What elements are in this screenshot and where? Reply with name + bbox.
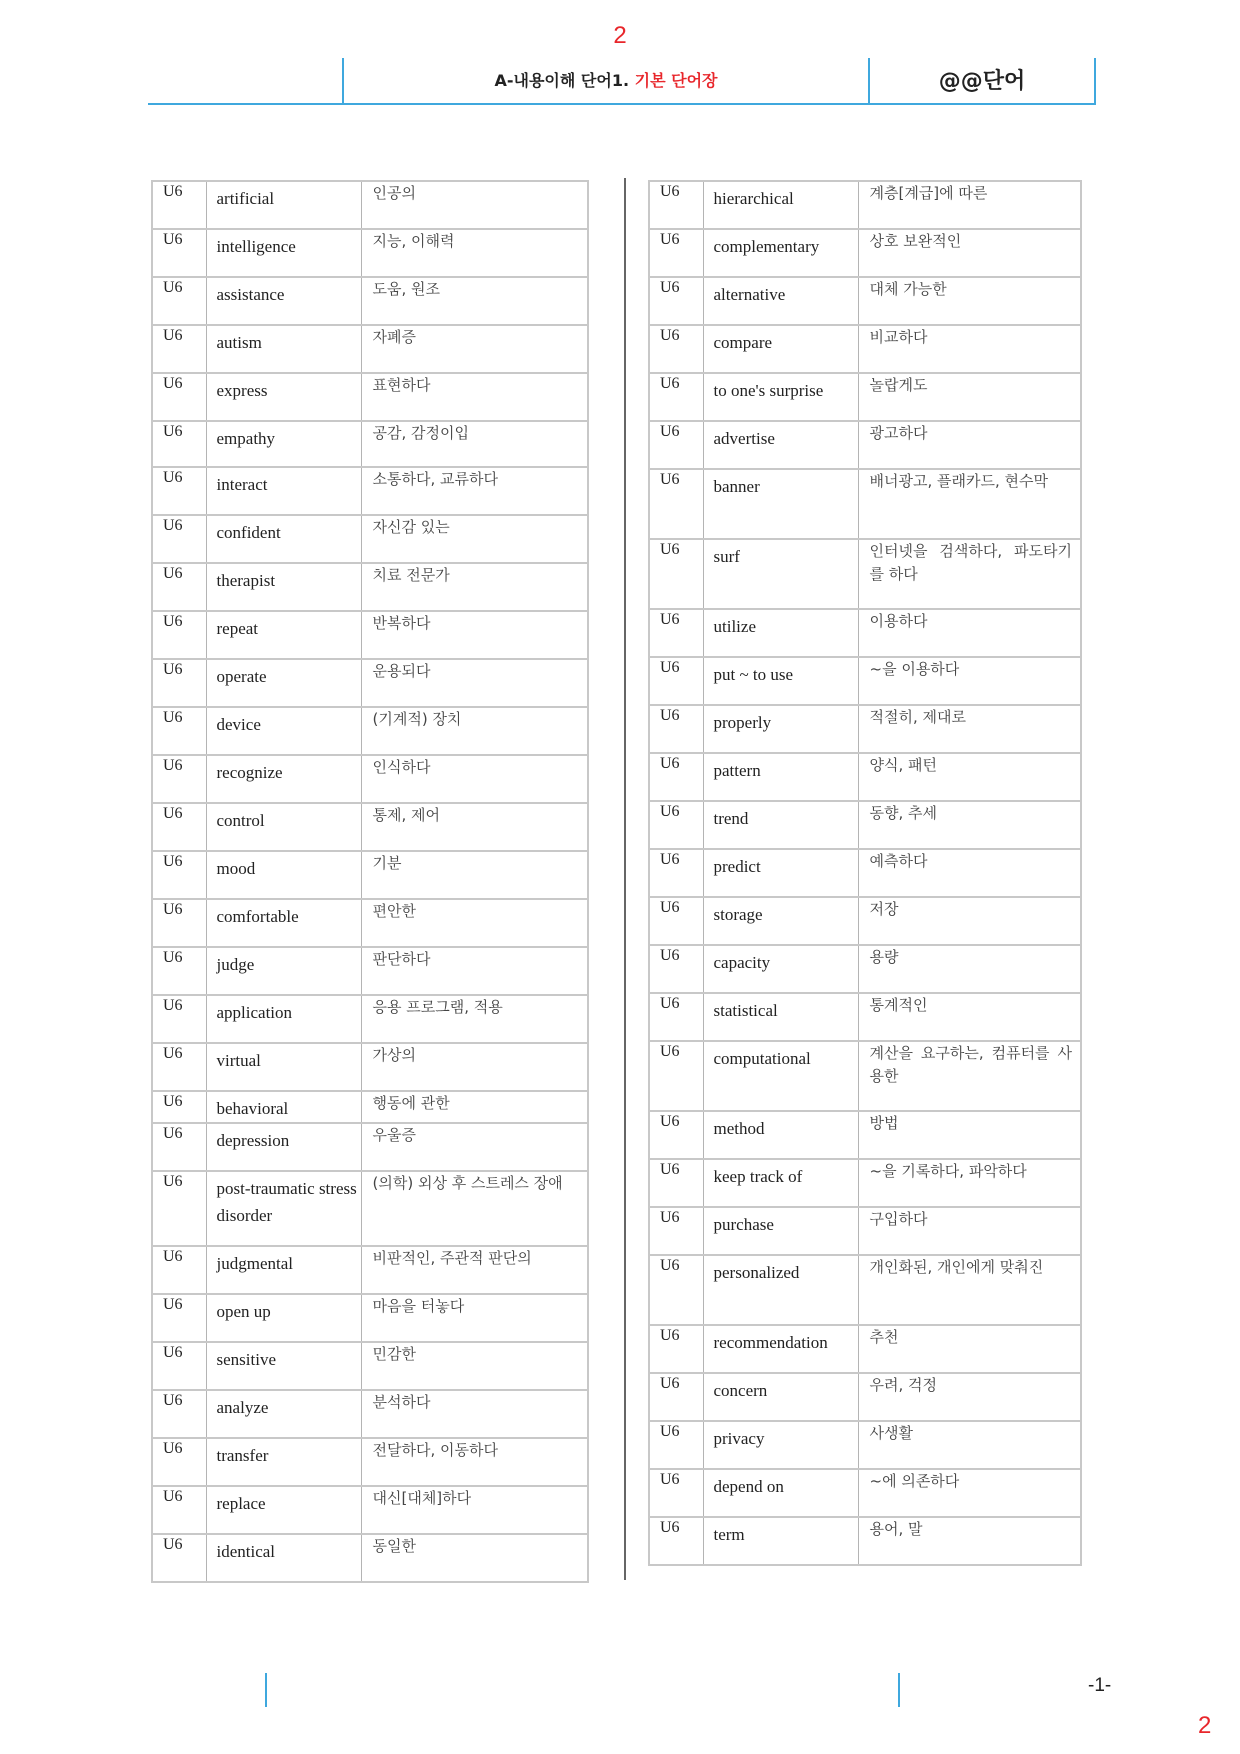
vocab-row xyxy=(649,705,1081,753)
meaning-cell: 이용하다 xyxy=(858,609,1081,657)
word-cell: judge xyxy=(206,947,361,995)
word-cell: to one's surprise xyxy=(703,373,858,421)
meaning-cell: 판단하다 xyxy=(361,947,588,995)
vocab-row xyxy=(152,563,588,611)
meaning-cell: 행동에 관한 xyxy=(361,1091,588,1123)
unit-cell: U6 xyxy=(649,609,703,657)
word-cell: purchase xyxy=(703,1207,858,1255)
unit-cell: U6 xyxy=(152,1438,206,1486)
word-cell: autism xyxy=(206,325,361,373)
unit-cell: U6 xyxy=(649,1421,703,1469)
vocab-row xyxy=(649,1207,1081,1255)
vocab-row xyxy=(152,611,588,659)
meaning-cell: 저장 xyxy=(858,897,1081,945)
vocab-row xyxy=(649,1041,1081,1111)
vocab-row xyxy=(152,1342,588,1390)
vocab-row xyxy=(152,373,588,421)
meaning-cell: 공감, 감정이입 xyxy=(361,421,588,467)
unit-cell: U6 xyxy=(649,1159,703,1207)
unit-cell: U6 xyxy=(649,1041,703,1111)
unit-cell: U6 xyxy=(152,707,206,755)
meaning-cell: 추천 xyxy=(858,1325,1081,1373)
page-number: -1- xyxy=(1088,1675,1112,1696)
word-cell: storage xyxy=(703,897,858,945)
vocab-row xyxy=(152,1294,588,1342)
word-cell: privacy xyxy=(703,1421,858,1469)
word-cell: post-traumatic stress disorder xyxy=(206,1171,361,1246)
vocab-row xyxy=(152,1390,588,1438)
meaning-cell: 도움, 원조 xyxy=(361,277,588,325)
vocab-row xyxy=(649,277,1081,325)
word-cell: intelligence xyxy=(206,229,361,277)
meaning-cell: 배너광고, 플래카드, 현수막 xyxy=(858,469,1081,539)
unit-cell: U6 xyxy=(649,1207,703,1255)
vocab-row xyxy=(649,229,1081,277)
meaning-cell: 분석하다 xyxy=(361,1390,588,1438)
meaning-cell: 마음을 터놓다 xyxy=(361,1294,588,1342)
meaning-cell: 개인화된, 개인에게 맞춰진 xyxy=(858,1255,1081,1325)
word-cell: analyze xyxy=(206,1390,361,1438)
unit-cell: U6 xyxy=(649,801,703,849)
word-cell: banner xyxy=(703,469,858,539)
unit-cell: U6 xyxy=(152,1534,206,1582)
meaning-cell: 우려, 걱정 xyxy=(858,1373,1081,1421)
word-cell: identical xyxy=(206,1534,361,1582)
unit-cell: U6 xyxy=(649,945,703,993)
unit-cell: U6 xyxy=(649,993,703,1041)
vocab-row xyxy=(649,373,1081,421)
vocab-table-left xyxy=(151,180,589,1583)
vocab-row xyxy=(152,515,588,563)
vocab-row xyxy=(152,421,588,467)
vocab-row xyxy=(152,181,588,229)
meaning-cell: 비교하다 xyxy=(858,325,1081,373)
unit-cell: U6 xyxy=(649,1325,703,1373)
meaning-cell: 민감한 xyxy=(361,1342,588,1390)
unit-cell: U6 xyxy=(649,1469,703,1517)
word-cell: transfer xyxy=(206,1438,361,1486)
unit-cell: U6 xyxy=(152,1246,206,1294)
unit-cell: U6 xyxy=(649,705,703,753)
meaning-cell: 계산을 요구하는, 컴퓨터를 사용한 xyxy=(858,1041,1081,1111)
vocab-row xyxy=(649,1159,1081,1207)
vocab-row xyxy=(649,801,1081,849)
word-cell: device xyxy=(206,707,361,755)
meaning-cell: 구입하다 xyxy=(858,1207,1081,1255)
meaning-cell: 광고하다 xyxy=(858,421,1081,469)
word-cell: term xyxy=(703,1517,858,1565)
unit-cell: U6 xyxy=(152,325,206,373)
word-cell: assistance xyxy=(206,277,361,325)
vocab-row xyxy=(152,1486,588,1534)
word-cell: empathy xyxy=(206,421,361,467)
vocab-row xyxy=(152,803,588,851)
unit-cell: U6 xyxy=(649,277,703,325)
meaning-cell: 계층[계급]에 따른 xyxy=(858,181,1081,229)
unit-cell: U6 xyxy=(152,277,206,325)
unit-cell: U6 xyxy=(152,563,206,611)
vocab-row xyxy=(649,1517,1081,1565)
meaning-cell: 가상의 xyxy=(361,1043,588,1091)
meaning-cell: 소통하다, 교류하다 xyxy=(361,467,588,515)
unit-cell: U6 xyxy=(649,373,703,421)
page-marker-top: 2 xyxy=(613,22,627,49)
word-cell: pattern xyxy=(703,753,858,801)
word-cell: artificial xyxy=(206,181,361,229)
vocab-row xyxy=(649,1373,1081,1421)
vocab-row xyxy=(152,325,588,373)
meaning-cell: 표현하다 xyxy=(361,373,588,421)
vocab-row xyxy=(649,1255,1081,1325)
meaning-cell: 인공의 xyxy=(361,181,588,229)
word-cell: predict xyxy=(703,849,858,897)
meaning-cell: 통계적인 xyxy=(858,993,1081,1041)
unit-cell: U6 xyxy=(152,1342,206,1390)
page-marker-bottom: 2 xyxy=(1198,1712,1212,1739)
unit-cell: U6 xyxy=(152,611,206,659)
vocab-row xyxy=(649,609,1081,657)
unit-cell: U6 xyxy=(152,947,206,995)
word-cell: compare xyxy=(703,325,858,373)
meaning-cell: 용어, 말 xyxy=(858,1517,1081,1565)
vocab-row xyxy=(649,539,1081,609)
vocab-row xyxy=(649,1421,1081,1469)
meaning-cell: 자신감 있는 xyxy=(361,515,588,563)
vocab-row xyxy=(649,897,1081,945)
unit-cell: U6 xyxy=(649,849,703,897)
header-title-highlight: 기본 단어장 xyxy=(634,71,718,90)
meaning-cell: 용량 xyxy=(858,945,1081,993)
unit-cell: U6 xyxy=(152,899,206,947)
vocab-row xyxy=(152,659,588,707)
meaning-cell: 대신[대체]하다 xyxy=(361,1486,588,1534)
vocab-row xyxy=(152,707,588,755)
vocab-row xyxy=(152,755,588,803)
meaning-cell: 사생활 xyxy=(858,1421,1081,1469)
vocab-row xyxy=(649,1111,1081,1159)
meaning-cell: ~을 기록하다, 파악하다 xyxy=(858,1159,1081,1207)
header-brand: @@단어 xyxy=(938,69,1026,94)
unit-cell: U6 xyxy=(152,803,206,851)
word-cell: computational xyxy=(703,1041,858,1111)
unit-cell: U6 xyxy=(152,755,206,803)
meaning-cell: 방법 xyxy=(858,1111,1081,1159)
meaning-cell: 놀랍게도 xyxy=(858,373,1081,421)
meaning-cell: 운용되다 xyxy=(361,659,588,707)
word-cell: recommendation xyxy=(703,1325,858,1373)
footer-rule xyxy=(265,1673,267,1707)
unit-cell: U6 xyxy=(152,659,206,707)
vocab-row xyxy=(152,947,588,995)
word-cell: surf xyxy=(703,539,858,609)
meaning-cell: ~에 의존하다 xyxy=(858,1469,1081,1517)
word-cell: capacity xyxy=(703,945,858,993)
meaning-cell: 치료 전문가 xyxy=(361,563,588,611)
unit-cell: U6 xyxy=(649,1517,703,1565)
unit-cell: U6 xyxy=(649,657,703,705)
word-cell: utilize xyxy=(703,609,858,657)
meaning-cell: 대체 가능한 xyxy=(858,277,1081,325)
word-cell: operate xyxy=(206,659,361,707)
word-cell: sensitive xyxy=(206,1342,361,1390)
word-cell: confident xyxy=(206,515,361,563)
vocab-row xyxy=(649,421,1081,469)
footer-rule xyxy=(898,1673,900,1707)
vocab-row xyxy=(152,1123,588,1171)
vocab-row xyxy=(649,1469,1081,1517)
header-title-prefix: A-내용이해 단어1. xyxy=(494,71,630,90)
word-cell: replace xyxy=(206,1486,361,1534)
word-cell: depression xyxy=(206,1123,361,1171)
word-cell: properly xyxy=(703,705,858,753)
vocab-row xyxy=(649,1325,1081,1373)
unit-cell: U6 xyxy=(152,1294,206,1342)
word-cell: recognize xyxy=(206,755,361,803)
meaning-cell: 상호 보완적인 xyxy=(858,229,1081,277)
meaning-cell: 반복하다 xyxy=(361,611,588,659)
vocab-row xyxy=(152,1091,588,1123)
unit-cell: U6 xyxy=(152,995,206,1043)
header-divider xyxy=(1094,58,1096,103)
unit-cell: U6 xyxy=(649,1255,703,1325)
header-title xyxy=(344,68,868,91)
unit-cell: U6 xyxy=(152,1390,206,1438)
unit-cell: U6 xyxy=(649,181,703,229)
unit-cell: U6 xyxy=(152,421,206,467)
meaning-cell: 편안한 xyxy=(361,899,588,947)
meaning-cell: 응용 프로그램, 적용 xyxy=(361,995,588,1043)
unit-cell: U6 xyxy=(649,421,703,469)
word-cell: comfortable xyxy=(206,899,361,947)
word-cell: behavioral xyxy=(206,1091,361,1123)
unit-cell: U6 xyxy=(152,229,206,277)
column-divider xyxy=(624,178,626,1580)
meaning-cell: 비판적인, 주관적 판단의 xyxy=(361,1246,588,1294)
word-cell: therapist xyxy=(206,563,361,611)
vocab-row xyxy=(152,467,588,515)
unit-cell: U6 xyxy=(649,539,703,609)
word-cell: put ~ to use xyxy=(703,657,858,705)
word-cell: virtual xyxy=(206,1043,361,1091)
unit-cell: U6 xyxy=(649,325,703,373)
word-cell: personalized xyxy=(703,1255,858,1325)
vocab-row xyxy=(152,1171,588,1246)
word-cell: depend on xyxy=(703,1469,858,1517)
vocab-row xyxy=(152,851,588,899)
vocab-row xyxy=(152,1043,588,1091)
vocab-row xyxy=(649,181,1081,229)
meaning-cell: 예측하다 xyxy=(858,849,1081,897)
word-cell: advertise xyxy=(703,421,858,469)
vocab-row xyxy=(649,469,1081,539)
meaning-cell: 우울증 xyxy=(361,1123,588,1171)
vocab-row xyxy=(152,1534,588,1582)
meaning-cell: ~을 이용하다 xyxy=(858,657,1081,705)
word-cell: open up xyxy=(206,1294,361,1342)
meaning-cell: 통제, 제어 xyxy=(361,803,588,851)
unit-cell: U6 xyxy=(649,1373,703,1421)
unit-cell: U6 xyxy=(649,897,703,945)
vocab-row xyxy=(152,229,588,277)
vocab-row xyxy=(152,1246,588,1294)
meaning-cell: 동일한 xyxy=(361,1534,588,1582)
word-cell: concern xyxy=(703,1373,858,1421)
meaning-cell: 적절히, 제대로 xyxy=(858,705,1081,753)
vocab-table-right xyxy=(648,180,1082,1566)
unit-cell: U6 xyxy=(152,515,206,563)
meaning-cell: (의학) 외상 후 스트레스 장애 xyxy=(361,1171,588,1246)
unit-cell: U6 xyxy=(152,1171,206,1246)
vocab-row xyxy=(649,325,1081,373)
meaning-cell: 전달하다, 이동하다 xyxy=(361,1438,588,1486)
meaning-cell: 기분 xyxy=(361,851,588,899)
vocab-row xyxy=(649,753,1081,801)
meaning-cell: 자폐증 xyxy=(361,325,588,373)
meaning-cell: 지능, 이해력 xyxy=(361,229,588,277)
word-cell: interact xyxy=(206,467,361,515)
unit-cell: U6 xyxy=(649,753,703,801)
unit-cell: U6 xyxy=(152,181,206,229)
word-cell: keep track of xyxy=(703,1159,858,1207)
vocab-row xyxy=(152,1438,588,1486)
word-cell: alternative xyxy=(703,277,858,325)
meaning-cell: 양식, 패턴 xyxy=(858,753,1081,801)
unit-cell: U6 xyxy=(152,373,206,421)
word-cell: complementary xyxy=(703,229,858,277)
word-cell: express xyxy=(206,373,361,421)
word-cell: application xyxy=(206,995,361,1043)
vocab-row xyxy=(649,945,1081,993)
unit-cell: U6 xyxy=(152,851,206,899)
word-cell: statistical xyxy=(703,993,858,1041)
word-cell: judgmental xyxy=(206,1246,361,1294)
meaning-cell: 인터넷을 검색하다, 파도타기를 하다 xyxy=(858,539,1081,609)
unit-cell: U6 xyxy=(649,229,703,277)
vocab-row xyxy=(152,995,588,1043)
word-cell: repeat xyxy=(206,611,361,659)
unit-cell: U6 xyxy=(152,467,206,515)
unit-cell: U6 xyxy=(649,1111,703,1159)
unit-cell: U6 xyxy=(152,1091,206,1123)
vocab-row xyxy=(649,849,1081,897)
vocab-row xyxy=(649,657,1081,705)
word-cell: hierarchical xyxy=(703,181,858,229)
vocab-row xyxy=(152,899,588,947)
word-cell: method xyxy=(703,1111,858,1159)
meaning-cell: (기계적) 장치 xyxy=(361,707,588,755)
unit-cell: U6 xyxy=(152,1123,206,1171)
vocab-row xyxy=(152,277,588,325)
word-cell: trend xyxy=(703,801,858,849)
unit-cell: U6 xyxy=(152,1486,206,1534)
unit-cell: U6 xyxy=(152,1043,206,1091)
vocab-row xyxy=(649,993,1081,1041)
word-cell: control xyxy=(206,803,361,851)
meaning-cell: 동향, 추세 xyxy=(858,801,1081,849)
word-cell: mood xyxy=(206,851,361,899)
meaning-cell: 인식하다 xyxy=(361,755,588,803)
unit-cell: U6 xyxy=(649,469,703,539)
page-header xyxy=(148,58,1096,105)
